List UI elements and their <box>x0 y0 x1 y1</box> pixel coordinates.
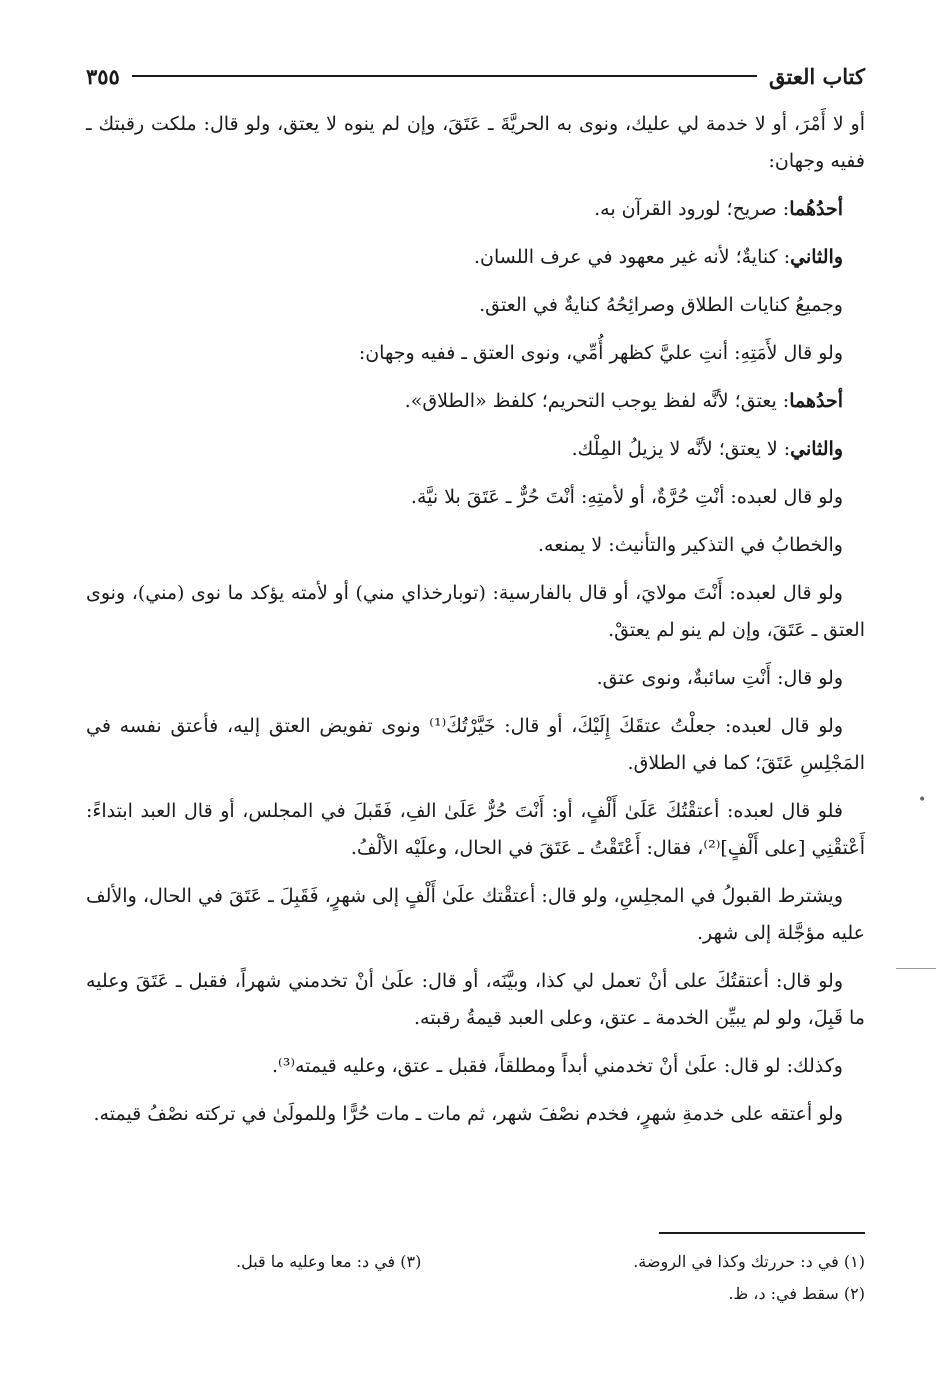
paragraph: والثاني: كنايةٌ؛ لأنه غير معهود في عرف اللسان. <box>473 246 843 268</box>
paragraph: ولو قال: أعتقتُكَ على أنْ تعمل لي كذا، وبيَّنَه، أو قال: علَىٰ أنْ تخدمني شهراً، فقبل ـ عَتَقَ وعليه ما قَبِلَ، ولو لم يبيِّن الخدمة ـ عتق، وعلى العبد قيمةُ رقبته. <box>86 970 865 1029</box>
paragraph: ولو قال لعبده: أنْتِ حُرَّةٌ، أو لأمتِهِ: أنْتَ حُرٌّ ـ عَتَقَ بلا نيَّة. <box>410 486 843 508</box>
paragraph: ولو قال لعبده: أَنْتَ مولايَ، أو قال بالفارسية: (توبارخذاي مني) أو لأمته يؤكد ما نوى (مني)، ونوى العتق ـ عَتَقَ، وإن لم ينو لم يعتقْ. <box>86 582 865 641</box>
paragraph: ولو قال لعبده: جعلْتُ عتقَكَ إِلَيْكَ، أو قال: خَيَّرْتُكَ⁽¹⁾ ونوى تفويض العتق إليه، فأعتق نفسه في المَجْلِسِ عَتَقَ؛ كما في الطلاق. <box>86 715 865 774</box>
paragraph: ولو أعتقه على خدمةِ شهرٍ، فخدم نصْفَ شهر، ثم مات ـ مات حُرًّا وللمولَىٰ في تركته نصْفُ قيمته. <box>93 1103 843 1125</box>
footnotes <box>86 1246 865 1310</box>
paragraph: أو لا أَمْرَ، أو لا خدمة لي عليك، ونوى به الحريَّةَ ـ عَتَقَ، وإن لم ينوه لا يعتق، ولو قال: ملكت رقبتك ـ ففيه وجهان: <box>86 113 865 172</box>
footnote-rule <box>659 1232 865 1234</box>
paragraph: أحدُهما: يعتق؛ لأنَّه لفظ يوجب التحريم؛ كلفظ «الطلاق». <box>404 390 843 412</box>
paragraph: ويشترط القبولُ في المجلِسِ، ولو قال: أعتقْتك علَىٰ أَلْفٍ إلى شهرٍ، فَقَبِلَ ـ عَتَقَ في الحال، والألف عليه مؤجَّلة إلى شهر. <box>86 885 865 944</box>
margin-line <box>896 968 936 969</box>
paragraph: وجميعُ كنايات الطلاق وصرائِحُهُ كنايةٌ في العتق. <box>479 294 843 316</box>
footnote-2: (٢) سقط في: د، ظ. <box>728 1284 865 1303</box>
paragraph-label: والثاني <box>790 246 843 268</box>
running-header <box>86 58 865 94</box>
paragraph-label: أحدُهُما <box>789 198 843 220</box>
page-number: ٣٥٥ <box>86 63 120 89</box>
footnote-row <box>86 1246 865 1278</box>
paragraph: وكذلك: لو قال: علَىٰ أنْ تخدمني أبداً ومطلقاً، فقبل ـ عتق، وعليه قيمته⁽³⁾. <box>272 1055 843 1077</box>
footnote-row <box>86 1278 865 1310</box>
paragraph: أحدُهُما: صريح؛ لورود القرآن به. <box>594 198 843 220</box>
paragraph-label: أحدُهما <box>789 390 843 412</box>
paragraph: ولو قال لأَمَتِهِ: أنتِ عليَّ كظهر أُمِّي، ونوى العتق ـ ففيه وجهان: <box>358 342 843 364</box>
paragraph: فلو قال لعبده: أعتقْتُكَ عَلَىٰ أَلْفٍ، أو: أَنْتَ حُرٌّ عَلَىٰ الفِ، فَقَبلَ في المجلس، أو قال العبد ابتداءً: أَعْتقْنِي [على أَلْفٍ]⁽²⁾، فقال: أَعْتَقْتُ ـ عَتَقَ في الحال، وعلَيْه الألْفُ. <box>86 800 865 859</box>
margin-mark: • <box>918 792 927 808</box>
main-text <box>86 106 865 1144</box>
chapter-title: كتاب العتق <box>768 63 865 89</box>
paragraph-label: والثاني <box>790 438 843 460</box>
footnote-1: (١) في د: حررتك وكذا في الروضة. <box>633 1252 865 1271</box>
paragraph: والخطابُ في التذكير والتأنيث: لا يمنعه. <box>537 534 843 556</box>
paragraph: والثاني: لا يعتق؛ لأنَّه لا يزيلُ المِلْك. <box>571 438 843 460</box>
header-rule <box>132 75 757 77</box>
paragraph: ولو قال: أَنْتِ سائبةٌ، ونوى عتق. <box>596 667 843 689</box>
footnote-3: (٣) في د: معا وعليه ما قبل. <box>236 1252 422 1271</box>
